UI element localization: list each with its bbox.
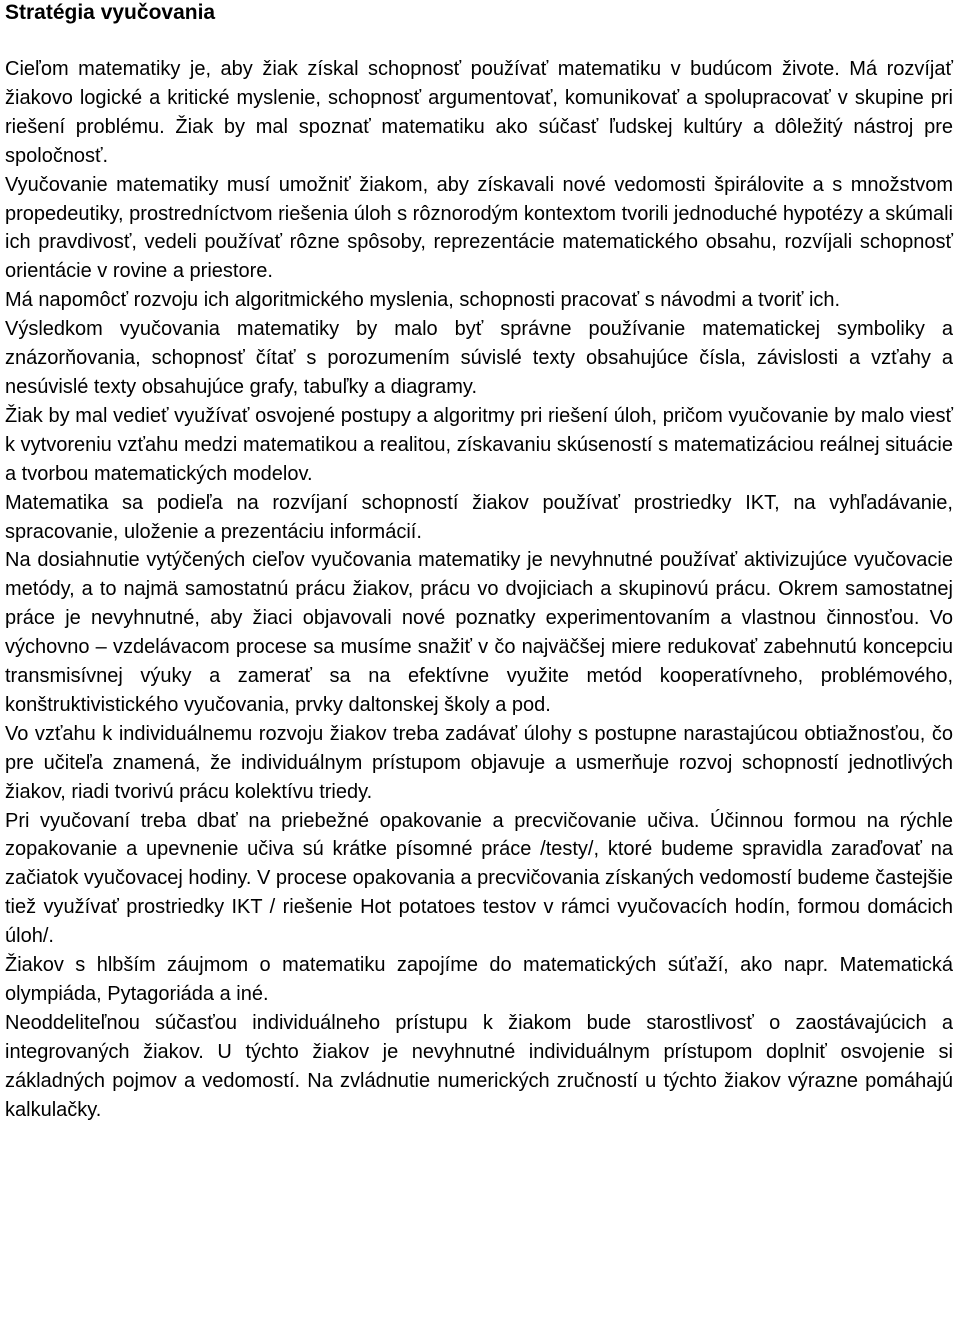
paragraph-competitions: Žiakov s hlbším záujmom o matematiku zapojíme do matematických súťaží, ako napr. Matematická olympiáda, Pytagoriáda a iné. bbox=[5, 954, 953, 1005]
document-page bbox=[5, 0, 953, 1125]
paragraph-ict: Matematika sa podieľa na rozvíjaní schopností žiakov používať prostriedky IKT, na vyhľadávanie, spracovanie, uloženie a prezentáciu informácií. bbox=[5, 491, 953, 543]
heading-spacer bbox=[5, 26, 953, 55]
paragraph-results: Výsledkom vyučovania matematiky by malo byť správne používanie matematickej symboliky a znázorňovania, schopnosť čítať s porozumením súvislé texty obsahujúce čísla, závislosti a vzťahy a nesúvislé texty obsahujúce grafy, tabuľky a diagramy. bbox=[5, 318, 953, 398]
paragraph-teaching-requirements: Vyučovanie matematiky musí umožniť žiakom, aby získavali nové vedomosti špirálovite a s množstvom propedeutiky, prostredníctvom riešenia úloh s rôznorodým kontextom tvorili jednoduché hypotézy a skúmali ich pravdivosť, vedeli používať rôzne spôsoby, reprezentácie matematického obsahu, rozvíjali schopnosť orientácie v rovine a priestore. bbox=[5, 173, 953, 283]
page-title: Stratégia vyučovania bbox=[5, 1, 216, 24]
paragraph-goals: Cieľom matematiky je, aby žiak získal schopnosť používať matematiku v budúcom živote. Má rozvíjať žiakovo logické a kritické myslenie, schopnosť argumentovať, komunikovať a spolupracovať v skupine pri riešení problému. Žiak by mal spoznať matematiku ako súčasť ľudskej kultúry a dôležitý nástroj pre spoločnosť. bbox=[5, 58, 953, 167]
paragraph-algorithmic-thinking: Má napomôcť rozvoju ich algoritmického myslenia, schopnosti pracovať s návodmi a tvoriť ich. bbox=[5, 289, 841, 312]
paragraph-methods: Na dosiahnutie vytýčených cieľov vyučovania matematiky je nevyhnutné používať aktivizujúce vyučovacie metódy, a to najmä samostatnú prácu žiakov, prácu vo dvojiciach a skupinovú prácu. Okrem samostatnej práce je nevyhnutné, aby žiaci objavovali nové poznatky experimentovaním a vlastnou činnosťou. Vo výchovno – vzdelávacom procese sa musíme snažiť v čo najväčšej miere redukovať zabehnutú koncepciu transmisívnej výuky a zamerať sa na efektívne využite metód kooperatívneho, problémového, konštruktivistického vyučovania, prvky daltonskej školy a pod. bbox=[5, 549, 953, 716]
paragraph-revision: Pri vyučovaní treba dbať na priebežné opakovanie a precvičovanie učiva. Účinnou formou na rýchle zopakovanie a upevnenie učiva sú krátke písomné práce /testy/, ktoré budeme spravidla zaraďovať na začiatok vyučovacej hodiny. V procese opakovania a precvičovania získaných vedomostí budeme častejšie tiež využívať prostriedky IKT / riešenie Hot potatoes testov v rámci vyučovacích hodín, formou domácich úloh/. bbox=[5, 809, 953, 948]
paragraph-integrated-pupils: Neoddeliteľnou súčasťou individuálneho prístupu k žiakom bude starostlivosť o zaostávajúcich a integrovaných žiakov. U týchto žiakov je nevyhnutné individuálnym prístupom doplniť osvojenie si základných pojmov a vedomostí. Na zvládnutie numerických zručností u týchto žiakov výrazne pomáhajú kalkulačky. bbox=[5, 1011, 953, 1121]
paragraph-procedures: Žiak by mal vedieť využívať osvojené postupy a algoritmy pri riešení úloh, pričom vyučovanie by malo viesť k vytvoreniu vzťahu medzi matematikou a realitou, získavaniu skúseností s matematizáciou reálnej situácie a tvorbou matematických modelov. bbox=[5, 404, 953, 485]
paragraph-individual-development: Vo vzťahu k individuálnemu rozvoju žiakov treba zadávať úlohy s postupne narastajúcou obtiažnosťou, čo pre učiteľa znamená, že individuálnym prístupom objavuje a usmerňuje rozvoj schopností jednotlivých žiakov, riadi tvorivú prácu kolektívu triedy. bbox=[5, 722, 953, 803]
